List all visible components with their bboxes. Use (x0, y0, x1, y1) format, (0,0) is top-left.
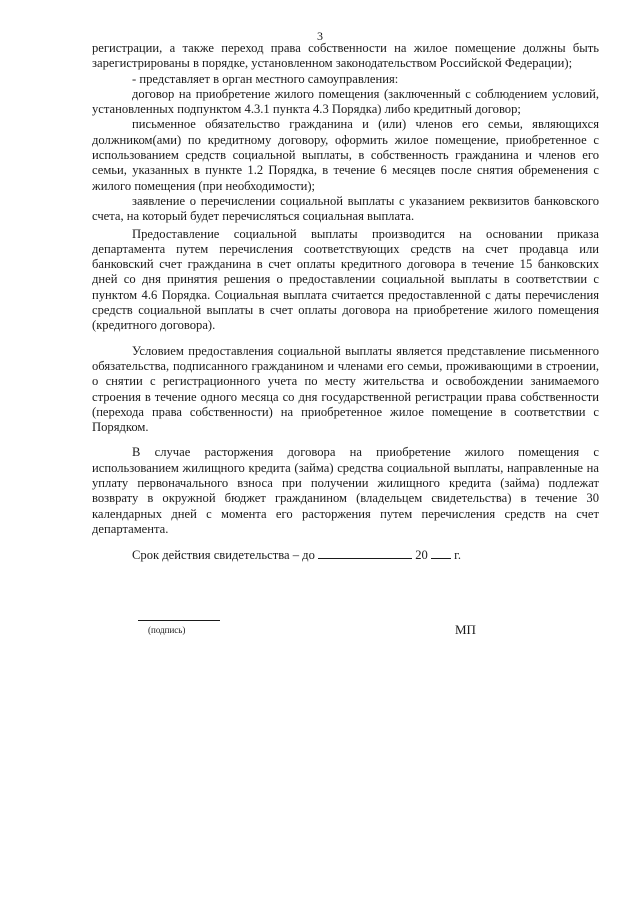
validity-prefix: Срок действия свидетельства – до (132, 548, 315, 563)
certificate-validity-line (92, 547, 599, 563)
stamp-place-label: МП (455, 622, 476, 637)
paragraph-transfer-application: заявление о перечислении социальной выплаты с указанием реквизитов банковского счета, на который будет перечисляться социальная выплата. (92, 193, 599, 224)
validity-suffix: г. (454, 548, 461, 563)
paragraph-payment-condition: Условием предоставления социальной выплаты является представление письменного обязательства, подписанного гражданином и членами его семьи, проживающими в строении, о снятии с регистрационного учета по месту жительства и освобождении занимаемого строения в течение одного месяца со дня государственной регистрации права собственности (перехода права собственности) на приобретенное жилое помещение в соответствии с Порядком. (92, 343, 599, 435)
paragraph-purchase-contract: договор на приобретение жилого помещения (заключенный с соблюдением условий, установленных подпунктом 4.3.1 пункта 4.3 Порядка) либо кредитный договор; (92, 86, 599, 117)
paragraph-submits-intro: - представляет в орган местного самоуправления: (132, 71, 399, 86)
document-body (92, 41, 599, 564)
signature-caption: (подпись) (148, 625, 186, 635)
paragraph-written-obligation: письменное обязательство гражданина и (или) членов его семьи, являющихся должником(ами) по кредитному договору, оформить жилое помещение, приобретенное с использованием средств социальной выплаты, в собственность гражданина и членов его семьи, указанных в пункте 1.2 Порядка, в течение 6 месяцев после снятия обременения с жилого помещения (при необходимости); (92, 117, 599, 193)
paragraph-contract-termination: В случае расторжения договора на приобретение жилого помещения с использованием жилищного кредита (займа) средства социальной выплаты, направленные на уплату первоначального взноса при получении жилищного кредита (займа) подлежат возврату в окружной бюджет гражданином (владельцем свидетельства) в течение 30 календарных дней с момента его расторжения путем перечисления средств на счет департамента. (92, 445, 599, 536)
validity-year-prefix: 20 (415, 548, 428, 563)
page-number: 3 (317, 29, 323, 43)
signature-line[interactable] (138, 620, 220, 621)
paragraph-registration: регистрации, а также переход права собственности на жилое помещение должны быть зарегистрированы в порядке, установленном законодательством Российской Федерации); (92, 41, 599, 71)
validity-year-blank[interactable] (431, 547, 451, 559)
paragraph-payment-procedure: Предоставление социальной выплаты производится на основании приказа департамента путем перечисления соответствующих средств на счет продавца или банковский счет гражданина в счет оплаты кредитного договора в течение 15 банковских дней со дня принятия решения о предоставлении социальной выплаты в соответствии с пунктом 4.6 Порядка. Социальная выплата считается предоставленной с даты перечисления средств социальной выплаты в счет оплаты договора на приобретение жилого помещения (кредитного договора). (92, 226, 599, 333)
validity-date-blank[interactable] (318, 547, 412, 559)
